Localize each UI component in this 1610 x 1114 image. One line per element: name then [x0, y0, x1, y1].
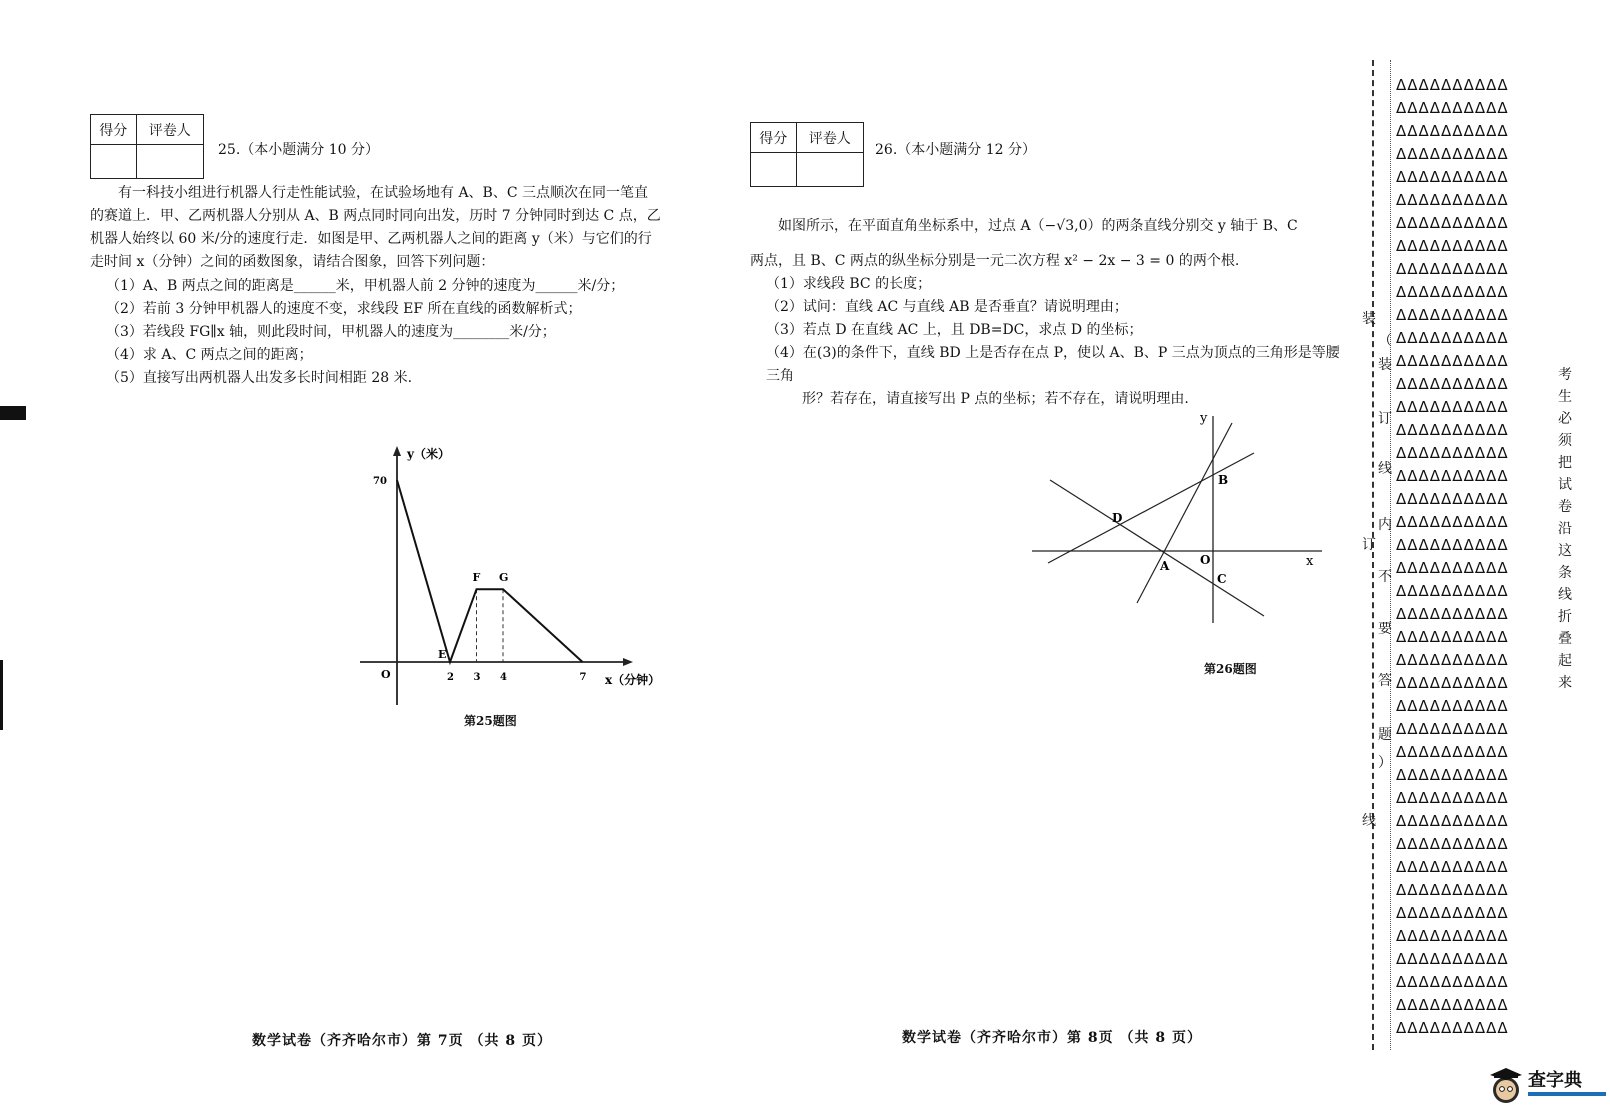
right-page [740, 0, 1360, 1114]
inner-notice-column [1376, 328, 1394, 776]
triangle-row: ΔΔΔΔΔΔΔΔΔΔ [1396, 835, 1509, 853]
triangle-row: ΔΔΔΔΔΔΔΔΔΔ [1396, 559, 1509, 577]
triangle-row: ΔΔΔΔΔΔΔΔΔΔ [1396, 329, 1509, 347]
triangle-row: ΔΔΔΔΔΔΔΔΔΔ [1396, 927, 1509, 945]
triangle-row: ΔΔΔΔΔΔΔΔΔΔ [1396, 145, 1509, 163]
intro-line: 走时间 x（分钟）之间的函数图象，请结合图象，回答下列问题： [90, 254, 495, 270]
intro-line: 两点，且 B、C 两点的纵坐标分别是一元二次方程 x² − 2x − 3 = 0 的两个根. [750, 253, 1240, 269]
triangle-row: ΔΔΔΔΔΔΔΔΔΔ [1396, 237, 1509, 255]
inner-char: 要 [1378, 621, 1392, 637]
triangle-row: ΔΔΔΔΔΔΔΔΔΔ [1396, 651, 1509, 669]
triangle-row: ΔΔΔΔΔΔΔΔΔΔ [1396, 628, 1509, 646]
notice-char: 把 [1558, 455, 1572, 471]
question-25-items [90, 275, 690, 390]
sub-question-4: （4）在(3)的条件下，直线 BD 上是否存在点 P，使以 A、B、P 三点为顶点的三角形是等腰三角 [766, 345, 1340, 384]
triangle-row: ΔΔΔΔΔΔΔΔΔΔ [1396, 467, 1509, 485]
notice-char: 线 [1558, 587, 1572, 603]
label-b: B [1218, 473, 1229, 487]
x-tick-label: 7 [579, 672, 587, 683]
mascot-icon [1488, 1068, 1524, 1106]
triangle-row: ΔΔΔΔΔΔΔΔΔΔ [1396, 973, 1509, 991]
intro-line: 机器人始终以 60 米/分的速度行走．如图是甲、乙两机器人之间的距离 y（米）与它们的行 [90, 231, 652, 247]
triangle-row: ΔΔΔΔΔΔΔΔΔΔ [1396, 743, 1509, 761]
triangle-row: ΔΔΔΔΔΔΔΔΔΔ [1396, 122, 1509, 140]
intro-line: 有一科技小组进行机器人行走性能试验，在试验场地有 A、B、C 三点顺次在同一笔直 [118, 185, 649, 201]
triangle-row: ΔΔΔΔΔΔΔΔΔΔ [1396, 398, 1509, 416]
line-ac [1050, 480, 1264, 616]
figure-26-caption: 第26题图 [1204, 662, 1257, 676]
x-tick-label: 3 [473, 672, 481, 683]
triangle-row: ΔΔΔΔΔΔΔΔΔΔ [1396, 720, 1509, 738]
page-7-footer: 数学试卷（齐齐哈尔市）第 7页 （共 8 页） [252, 1033, 552, 1049]
notice-char: 须 [1558, 433, 1572, 449]
notice-char: 生 [1558, 389, 1572, 405]
inner-char: ） [1378, 755, 1392, 771]
notice-char: 条 [1558, 565, 1572, 581]
inner-char: 订 [1378, 411, 1392, 427]
question-25-intro [90, 182, 690, 274]
left-page [0, 0, 760, 1114]
triangle-row: ΔΔΔΔΔΔΔΔΔΔ [1396, 766, 1509, 784]
notice-char: 沿 [1558, 521, 1572, 537]
inner-char: 答 [1378, 673, 1392, 689]
inner-char: 装 [1378, 357, 1392, 373]
triangle-row: ΔΔΔΔΔΔΔΔΔΔ [1396, 444, 1509, 462]
triangle-row: ΔΔΔΔΔΔΔΔΔΔ [1396, 605, 1509, 623]
score-cell [91, 145, 137, 179]
triangle-row: ΔΔΔΔΔΔΔΔΔΔ [1396, 191, 1509, 209]
sub-question-4-cont: 形？若存在，请直接写出 P 点的坐标；若不存在，请说明理由. [802, 391, 1189, 407]
triangle-row: ΔΔΔΔΔΔΔΔΔΔ [1396, 858, 1509, 876]
score-cell [751, 153, 797, 187]
label-o: O [1200, 553, 1211, 567]
x-tick-label: 2 [447, 672, 454, 683]
notice-char: 折 [1558, 609, 1572, 625]
notice-char: 必 [1558, 411, 1572, 427]
triangle-row: ΔΔΔΔΔΔΔΔΔΔ [1396, 536, 1509, 554]
outer-char: 装 [1362, 311, 1376, 327]
y-axis-label: y（米） [407, 447, 450, 461]
triangle-row: ΔΔΔΔΔΔΔΔΔΔ [1396, 697, 1509, 715]
sub-question-2: （2）试问：直线 AC 与直线 AB 是否垂直？请说明理由； [766, 299, 1128, 315]
triangle-row: ΔΔΔΔΔΔΔΔΔΔ [1396, 352, 1509, 370]
question-25-title: 25.（本小题满分 10 分） [218, 142, 379, 158]
outer-char: 线 [1362, 813, 1376, 829]
outer-char: 订 [1362, 537, 1376, 553]
notice-char: 来 [1558, 675, 1572, 691]
triangle-row: ΔΔΔΔΔΔΔΔΔΔ [1396, 1019, 1509, 1037]
grader-cell [796, 153, 864, 187]
watermark-underline [1528, 1092, 1606, 1096]
notice-char: 考 [1558, 367, 1572, 383]
question-26-intro-1 [750, 215, 1350, 238]
label-x: x [1306, 554, 1314, 569]
point-label-g: G [499, 571, 509, 585]
triangle-row: ΔΔΔΔΔΔΔΔΔΔ [1396, 881, 1509, 899]
triangle-row: ΔΔΔΔΔΔΔΔΔΔ [1396, 582, 1509, 600]
distance-line [397, 480, 583, 662]
inner-char: 不 [1378, 569, 1392, 585]
x-axis-label: x（分钟） [605, 673, 661, 687]
watermark-text: 查字典 [1528, 1070, 1582, 1091]
question-26-diagram [1032, 408, 1332, 628]
sub-question-2: （2）若前 3 分钟甲机器人的速度不变，求线段 EF 所在直线的函数解析式； [106, 301, 582, 317]
triangle-row: ΔΔΔΔΔΔΔΔΔΔ [1396, 283, 1509, 301]
label-a: A [1160, 559, 1170, 573]
label-c: C [1217, 572, 1227, 586]
triangle-row: ΔΔΔΔΔΔΔΔΔΔ [1396, 375, 1509, 393]
notice-char: 叠 [1558, 631, 1572, 647]
point-label-e: E [438, 648, 447, 661]
sub-question-1: （1）A、B 两点之间的距离是______米，甲机器人前 2 分钟的速度为______米/分； [106, 278, 625, 294]
notice-char: 起 [1558, 653, 1572, 669]
notice-char: 这 [1558, 543, 1572, 559]
scan-mark [0, 406, 26, 420]
triangle-row: ΔΔΔΔΔΔΔΔΔΔ [1396, 996, 1509, 1014]
label-d: D [1112, 511, 1123, 525]
score-table-26 [750, 122, 864, 187]
point-label-f: F [472, 571, 481, 585]
sub-question-3: （3）若线段 FG∥x 轴，则此段时间，甲机器人的速度为________米/分； [106, 324, 556, 340]
inner-char: （ [1378, 333, 1392, 349]
inner-char: 内 [1378, 517, 1392, 533]
score-header: 得分 [751, 123, 797, 153]
triangle-row: ΔΔΔΔΔΔΔΔΔΔ [1396, 789, 1509, 807]
page-8-footer: 数学试卷（齐齐哈尔市）第 8页 （共 8 页） [902, 1030, 1202, 1046]
sub-question-4: （4）求 A、C 两点之间的距离； [106, 347, 313, 363]
triangle-row: ΔΔΔΔΔΔΔΔΔΔ [1396, 812, 1509, 830]
grader-header: 评卷人 [796, 123, 864, 153]
triangle-row: ΔΔΔΔΔΔΔΔΔΔ [1396, 168, 1509, 186]
scan-mark [0, 660, 3, 730]
sub-question-5: （5）直接写出两机器人出发多长时间相距 28 米. [106, 370, 413, 386]
triangle-row: ΔΔΔΔΔΔΔΔΔΔ [1396, 421, 1509, 439]
inner-char: 线 [1378, 461, 1392, 477]
question-26-intro-2 [750, 250, 1350, 273]
grader-header: 评卷人 [136, 115, 204, 145]
triangle-row: ΔΔΔΔΔΔΔΔΔΔ [1396, 674, 1509, 692]
triangle-row: ΔΔΔΔΔΔΔΔΔΔ [1396, 306, 1509, 324]
x-axis-arrow [623, 658, 633, 666]
sub-question-1: （1）求线段 BC 的长度； [766, 276, 932, 292]
triangle-row: ΔΔΔΔΔΔΔΔΔΔ [1396, 513, 1509, 531]
figure-25-caption: 第25题图 [464, 714, 517, 728]
triangle-row: ΔΔΔΔΔΔΔΔΔΔ [1396, 99, 1509, 117]
x-tick-label: 4 [500, 672, 507, 683]
origin-label: O [381, 668, 391, 681]
notice-char: 卷 [1558, 499, 1572, 515]
score-table-25 [90, 114, 204, 179]
triangle-row: ΔΔΔΔΔΔΔΔΔΔ [1396, 260, 1509, 278]
notice-char: 试 [1558, 477, 1572, 493]
inner-char: 题 [1378, 727, 1392, 743]
triangle-row: ΔΔΔΔΔΔΔΔΔΔ [1396, 214, 1509, 232]
triangle-row: ΔΔΔΔΔΔΔΔΔΔ [1396, 76, 1509, 94]
intro-line: 如图所示，在平面直角坐标系中，过点 A（−√3,0）的两条直线分别交 y 轴于 B、C [778, 218, 1298, 234]
question-26-title: 26.（本小题满分 12 分） [875, 142, 1036, 158]
fold-notice-column [1556, 362, 1574, 692]
y-axis-arrow [393, 446, 401, 456]
line-bd [1048, 453, 1254, 563]
label-y: y [1200, 411, 1208, 426]
sub-question-3: （3）若点 D 在直线 AC 上，且 DB=DC，求点 D 的坐标； [766, 322, 1143, 338]
triangle-row: ΔΔΔΔΔΔΔΔΔΔ [1396, 950, 1509, 968]
intro-line: 的赛道上．甲、乙两机器人分别从 A、B 两点同时同向出发，历时 7 分钟同时到达 C 点，乙 [90, 208, 661, 224]
score-header: 得分 [91, 115, 137, 145]
question-26-items [750, 273, 1350, 411]
y-tick-label: 70 [373, 476, 387, 487]
question-25-graph [355, 440, 675, 710]
watermark-logo [1488, 1064, 1610, 1110]
triangle-column [1396, 74, 1556, 1040]
grader-cell [136, 145, 204, 179]
binding-margin [1360, 0, 1610, 1114]
triangle-row: ΔΔΔΔΔΔΔΔΔΔ [1396, 490, 1509, 508]
triangle-row: ΔΔΔΔΔΔΔΔΔΔ [1396, 904, 1509, 922]
